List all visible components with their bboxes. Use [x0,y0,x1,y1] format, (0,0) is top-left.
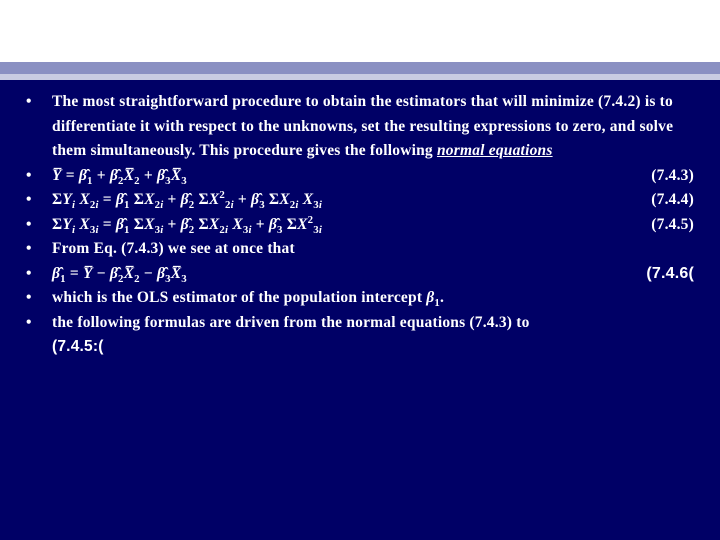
equation-7-4-3: Y̅ = $\betâ_1$ + $\betâ_2X̅_2$ + $\betâ_3X̅_3$ [52,166,187,187]
equation-7-4-5: $\Sigma Y_i$ $X_{3i}$ = $\betâ_1$ $\Sigma X_{3i}$ + $\betâ_2$ $\Sigma X_{2i}$ $X_{3i}$ + $\betâ_3$ $\Sigma X^2_{3i}$ [52,213,323,236]
equation-number: (7.4.6( [646,264,694,282]
bullet-marker: • [26,313,32,331]
bullet-marker: • [26,289,32,306]
equation-number: (7.4.5) [651,215,694,233]
bullet-marker: • [26,166,32,184]
from-eq-text: From Eq. (7.4.3) we see at once that [52,240,295,257]
bullet-intro [26,90,694,164]
equation-number: (7.4.3) [651,166,694,184]
bullet-marker: • [26,191,32,208]
normal-equations-emphasis: normal equations [436,142,553,159]
bullet-marker: • [26,93,32,110]
bullet-marker: • [26,240,32,257]
bullet-from-eq [26,237,694,262]
intro-text: The most straightforward procedure to obtain the estimators that will minimize (7.4.2) is to differentiate it with respect to the unknowns, set the resulting expressions to zero, and solve them simultaneously. This procedure gives the following [52,93,674,159]
beta-1-symbol: $\beta_1$. [426,289,445,310]
bullet-ols-estimator [26,286,694,311]
slide-header-band [0,0,720,62]
slide-body [26,90,694,360]
bullet-marker: • [26,264,32,282]
header-divider-dark [0,62,720,74]
bullet-equation-7-4-5 [26,213,694,238]
equation-number: (7.4.4) [651,191,694,208]
header-divider-light [0,74,720,80]
bullet-equation-7-4-4 [26,188,694,213]
ols-estimator-text: which is the OLS estimator of the population intercept [52,289,423,306]
following-formulas-text: the following formulas are driven from the normal equations (7.4.3) to [52,313,530,331]
equation-7-4-4: $\Sigma Y_i$ $X_{2i}$ = $\betâ_1$ $\Sigma X_{2i}$ + $\betâ_2$ $\Sigma X^2_{2i}$ + $\betâ_3$ $\Sigma X_{2i}$ $X_{3i}$ [52,188,323,212]
bullet-following-formulas [26,311,694,360]
equation-reference: (7.4.5:( [52,338,104,355]
bullet-equation-7-4-3 [26,164,694,189]
equation-7-4-6: $\betâ_1$ = Y̅ − $\betâ_2X̅_2$ − $\betâ_3X̅_3$ [52,264,187,285]
bullet-equation-7-4-6 [26,262,694,287]
bullet-marker: • [26,215,32,233]
